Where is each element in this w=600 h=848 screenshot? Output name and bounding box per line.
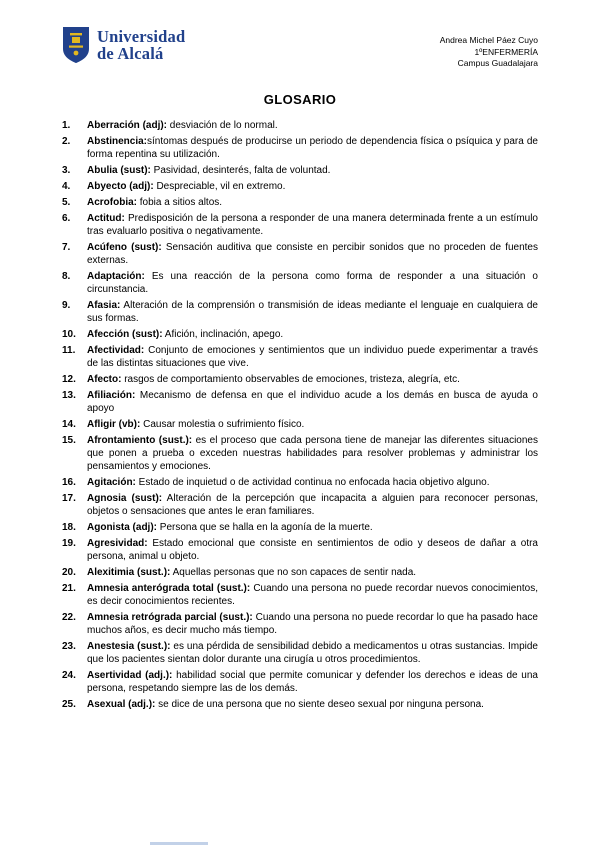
entry-number: 20. [62, 566, 76, 578]
entry-definition: Conjunto de emociones y sentimientos que un individuo puede experimentar a través de las distintas situaciones que vive. [87, 344, 538, 369]
entry-text [87, 344, 538, 370]
entry-term: Afección (sust): [87, 328, 163, 340]
entry-term: Afligir (vb): [87, 418, 141, 430]
entry-text [87, 537, 538, 563]
glossary-entry [62, 180, 538, 193]
page-footer-mark [150, 842, 208, 845]
entry-number: 23. [62, 640, 76, 652]
entry-definition: se dice de una persona que no siente deseo sexual por ninguna persona. [155, 698, 484, 710]
entry-text [87, 389, 538, 415]
entry-number: 1. [62, 119, 71, 131]
glossary-entry [62, 389, 538, 415]
page-header [62, 26, 538, 70]
entry-term: Asexual (adj.): [87, 698, 156, 710]
glossary-entry [62, 164, 538, 177]
entry-text [87, 640, 538, 666]
entry-number: 16. [62, 476, 76, 488]
entry-definition: Afición, inclinación, apego. [162, 328, 284, 340]
entry-definition: Aquellas personas que no son capaces de sentir nada. [170, 566, 417, 578]
entry-text [87, 196, 538, 209]
entry-text [87, 180, 538, 193]
entry-text [87, 669, 538, 695]
glossary-entry [62, 537, 538, 563]
entry-text [87, 328, 538, 341]
entry-definition: es una pérdida de sensibilidad debido a medicamentos u otras sustancias. Impide que los pacientes sientan dolor durante una cirugía u otros procedimientos. [87, 640, 538, 665]
entry-term: Abulia (sust): [87, 164, 151, 176]
entry-term: Adaptación: [87, 270, 145, 282]
entry-definition: Alteración de la comprensión o transmisión de ideas mediante el lenguaje en cualquiera de sus formas. [87, 299, 538, 324]
entry-definition: desviación de lo normal. [167, 119, 278, 131]
glossary-entry [62, 698, 538, 711]
entry-number: 4. [62, 180, 71, 192]
entry-number: 19. [62, 537, 76, 549]
entry-text [87, 476, 538, 489]
entry-term: Abyecto (adj): [87, 180, 154, 192]
entry-definition: Es una reacción de la persona como forma de responder a una situación o circunstancia. [87, 270, 538, 295]
entry-term: Afecto: [87, 373, 122, 385]
entry-definition: Predisposición de la persona a responder de una manera determinada frente a un estímulo tras evaluarlo positiva o negativamente. [87, 212, 538, 237]
entry-number: 6. [62, 212, 71, 224]
entry-term: Alexitimia (sust.): [87, 566, 171, 578]
glossary-entry [62, 476, 538, 489]
page-title: GLOSARIO [263, 91, 337, 107]
student-info [440, 26, 538, 70]
glossary-entry [62, 135, 538, 161]
entry-definition: rasgos de comportamiento observables de emociones, tristeza, alegría, etc. [121, 373, 460, 385]
glossary-entry [62, 119, 538, 132]
entry-text [87, 164, 538, 177]
entry-text [87, 698, 538, 711]
entry-number: 9. [62, 299, 71, 311]
glossary-entry [62, 418, 538, 431]
entry-term: Anestesia (sust.): [87, 640, 171, 652]
student-campus: Campus Guadalajara [457, 58, 538, 68]
entry-text [87, 492, 538, 518]
glossary-entry [62, 344, 538, 370]
glossary-entry [62, 299, 538, 325]
entry-term: Acrofobia: [87, 196, 137, 208]
entry-definition: habilidad social que permite comunicar y defender los derechos e ideas de una persona, respetando siempre las de los demás. [87, 669, 538, 694]
entry-text [87, 611, 538, 637]
entry-text [87, 582, 538, 608]
entry-text [87, 566, 538, 579]
entry-number: 2. [62, 135, 71, 147]
entry-definition: Alteración de la percepción que incapacita a alguien para reconocer personas, objetos o sensaciones que antes le eran familiares. [87, 492, 539, 517]
entry-definition: Cuando una persona no puede recordar nuevos conocimientos, es decir conocimientos recientes. [87, 582, 538, 607]
entry-number: 13. [62, 389, 76, 401]
entry-definition: Pasividad, desinterés, falta de voluntad. [150, 164, 331, 176]
entry-number: 11. [62, 344, 76, 356]
glossary-entry [62, 373, 538, 386]
entry-text [87, 241, 538, 267]
entry-text [87, 418, 538, 431]
entry-definition: Causar molestia o sufrimiento físico. [140, 418, 305, 430]
entry-definition: síntomas después de producirse un periodo de dependencia física o psíquica y para de forma repentina su utilización. [87, 135, 538, 160]
entry-definition: Mecanismo de defensa en que el individuo acude a los demás en busca de ayuda o apoyo [87, 389, 538, 414]
entry-definition: Despreciable, vil en extremo. [153, 180, 286, 192]
entry-text [87, 434, 538, 473]
entry-definition: es el proceso que cada persona tiene de manejar las diferentes situaciones que ponen a prueba o exceden nuestras habilidades para resolver problemas y administrar los pensamientos y emociones. [87, 434, 538, 472]
logo-line-2: de Alcalá [97, 44, 164, 63]
glossary-entry [62, 611, 538, 637]
entry-definition: Estado emocional que consiste en sentimientos de odio y deseos de dañar a otra persona, animal u objeto. [87, 537, 538, 562]
glossary-entry [62, 212, 538, 238]
entry-term: Acúfeno (sust): [87, 241, 162, 253]
glossary-entry [62, 521, 538, 534]
entry-term: Afiliación: [87, 389, 136, 401]
glossary-entry [62, 582, 538, 608]
glossary-entry [62, 270, 538, 296]
logo-line-1: Universidad [97, 27, 186, 46]
entry-number: 5. [62, 196, 71, 208]
entry-text [87, 135, 538, 161]
student-name: Andrea Michel Páez Cuyo [439, 35, 538, 45]
entry-number: 10. [62, 328, 76, 340]
entry-term: Agresividad: [87, 537, 148, 549]
entry-definition: Persona que se halla en la agonía de la muerte. [157, 521, 373, 533]
university-logo [62, 26, 185, 64]
entry-text [87, 270, 538, 296]
entry-number: 24. [62, 669, 76, 681]
entry-definition: Estado de inquietud o de actividad continua no enfocada hacia objetivo alguno. [135, 476, 490, 488]
glossary-list [62, 119, 538, 711]
entry-term: Amnesia anterógrada total (sust.): [87, 582, 251, 594]
glossary-entry [62, 492, 538, 518]
entry-term: Asertividad (adj.): [87, 669, 173, 681]
entry-term: Afasia: [87, 299, 121, 311]
entry-number: 17. [62, 492, 76, 504]
entry-text [87, 299, 538, 325]
entry-number: 8. [62, 270, 71, 282]
glossary-entry [62, 566, 538, 579]
entry-text [87, 373, 538, 386]
entry-text [87, 119, 538, 132]
university-logo-text [97, 28, 185, 62]
entry-number: 3. [62, 164, 71, 176]
entry-text [87, 521, 538, 534]
entry-number: 7. [62, 241, 71, 253]
entry-number: 18. [62, 521, 76, 533]
student-course: 1ºENFERMERÍA [474, 46, 538, 57]
entry-term: Amnesia retrógrada parcial (sust.): [87, 611, 253, 623]
glossary-entry [62, 196, 538, 209]
entry-term: Abstinencia: [87, 135, 148, 147]
entry-term: Agitación: [87, 476, 136, 488]
entry-number: 15. [62, 434, 76, 446]
entry-number: 21. [62, 582, 76, 594]
entry-term: Aberración (adj): [87, 119, 168, 131]
glossary-entry [62, 669, 538, 695]
entry-number: 25. [62, 698, 76, 710]
entry-definition: Cuando una persona no puede recordar lo que ha pasado hace muchos años, es decir mucho más tiempo. [87, 611, 538, 636]
glossary-entry [62, 434, 538, 473]
glossary-entry [62, 241, 538, 267]
glossary-entry [62, 328, 538, 341]
university-shield-icon [62, 26, 90, 64]
entry-text [87, 212, 538, 238]
entry-term: Afectividad: [87, 344, 145, 356]
entry-term: Actitud: [87, 212, 125, 224]
entry-number: 22. [62, 611, 76, 623]
entry-term: Agonista (adj): [87, 521, 157, 533]
entry-term: Agnosia (sust): [87, 492, 163, 504]
entry-number: 12. [62, 373, 76, 385]
entry-number: 14. [62, 418, 76, 430]
entry-definition: fobia a sitios altos. [137, 196, 223, 208]
glossary-entry [62, 640, 538, 666]
entry-term: Afrontamiento (sust.): [87, 434, 193, 446]
entry-definition: Sensación auditiva que consiste en percibir sonidos que no proceden de fuentes externas. [87, 241, 538, 266]
